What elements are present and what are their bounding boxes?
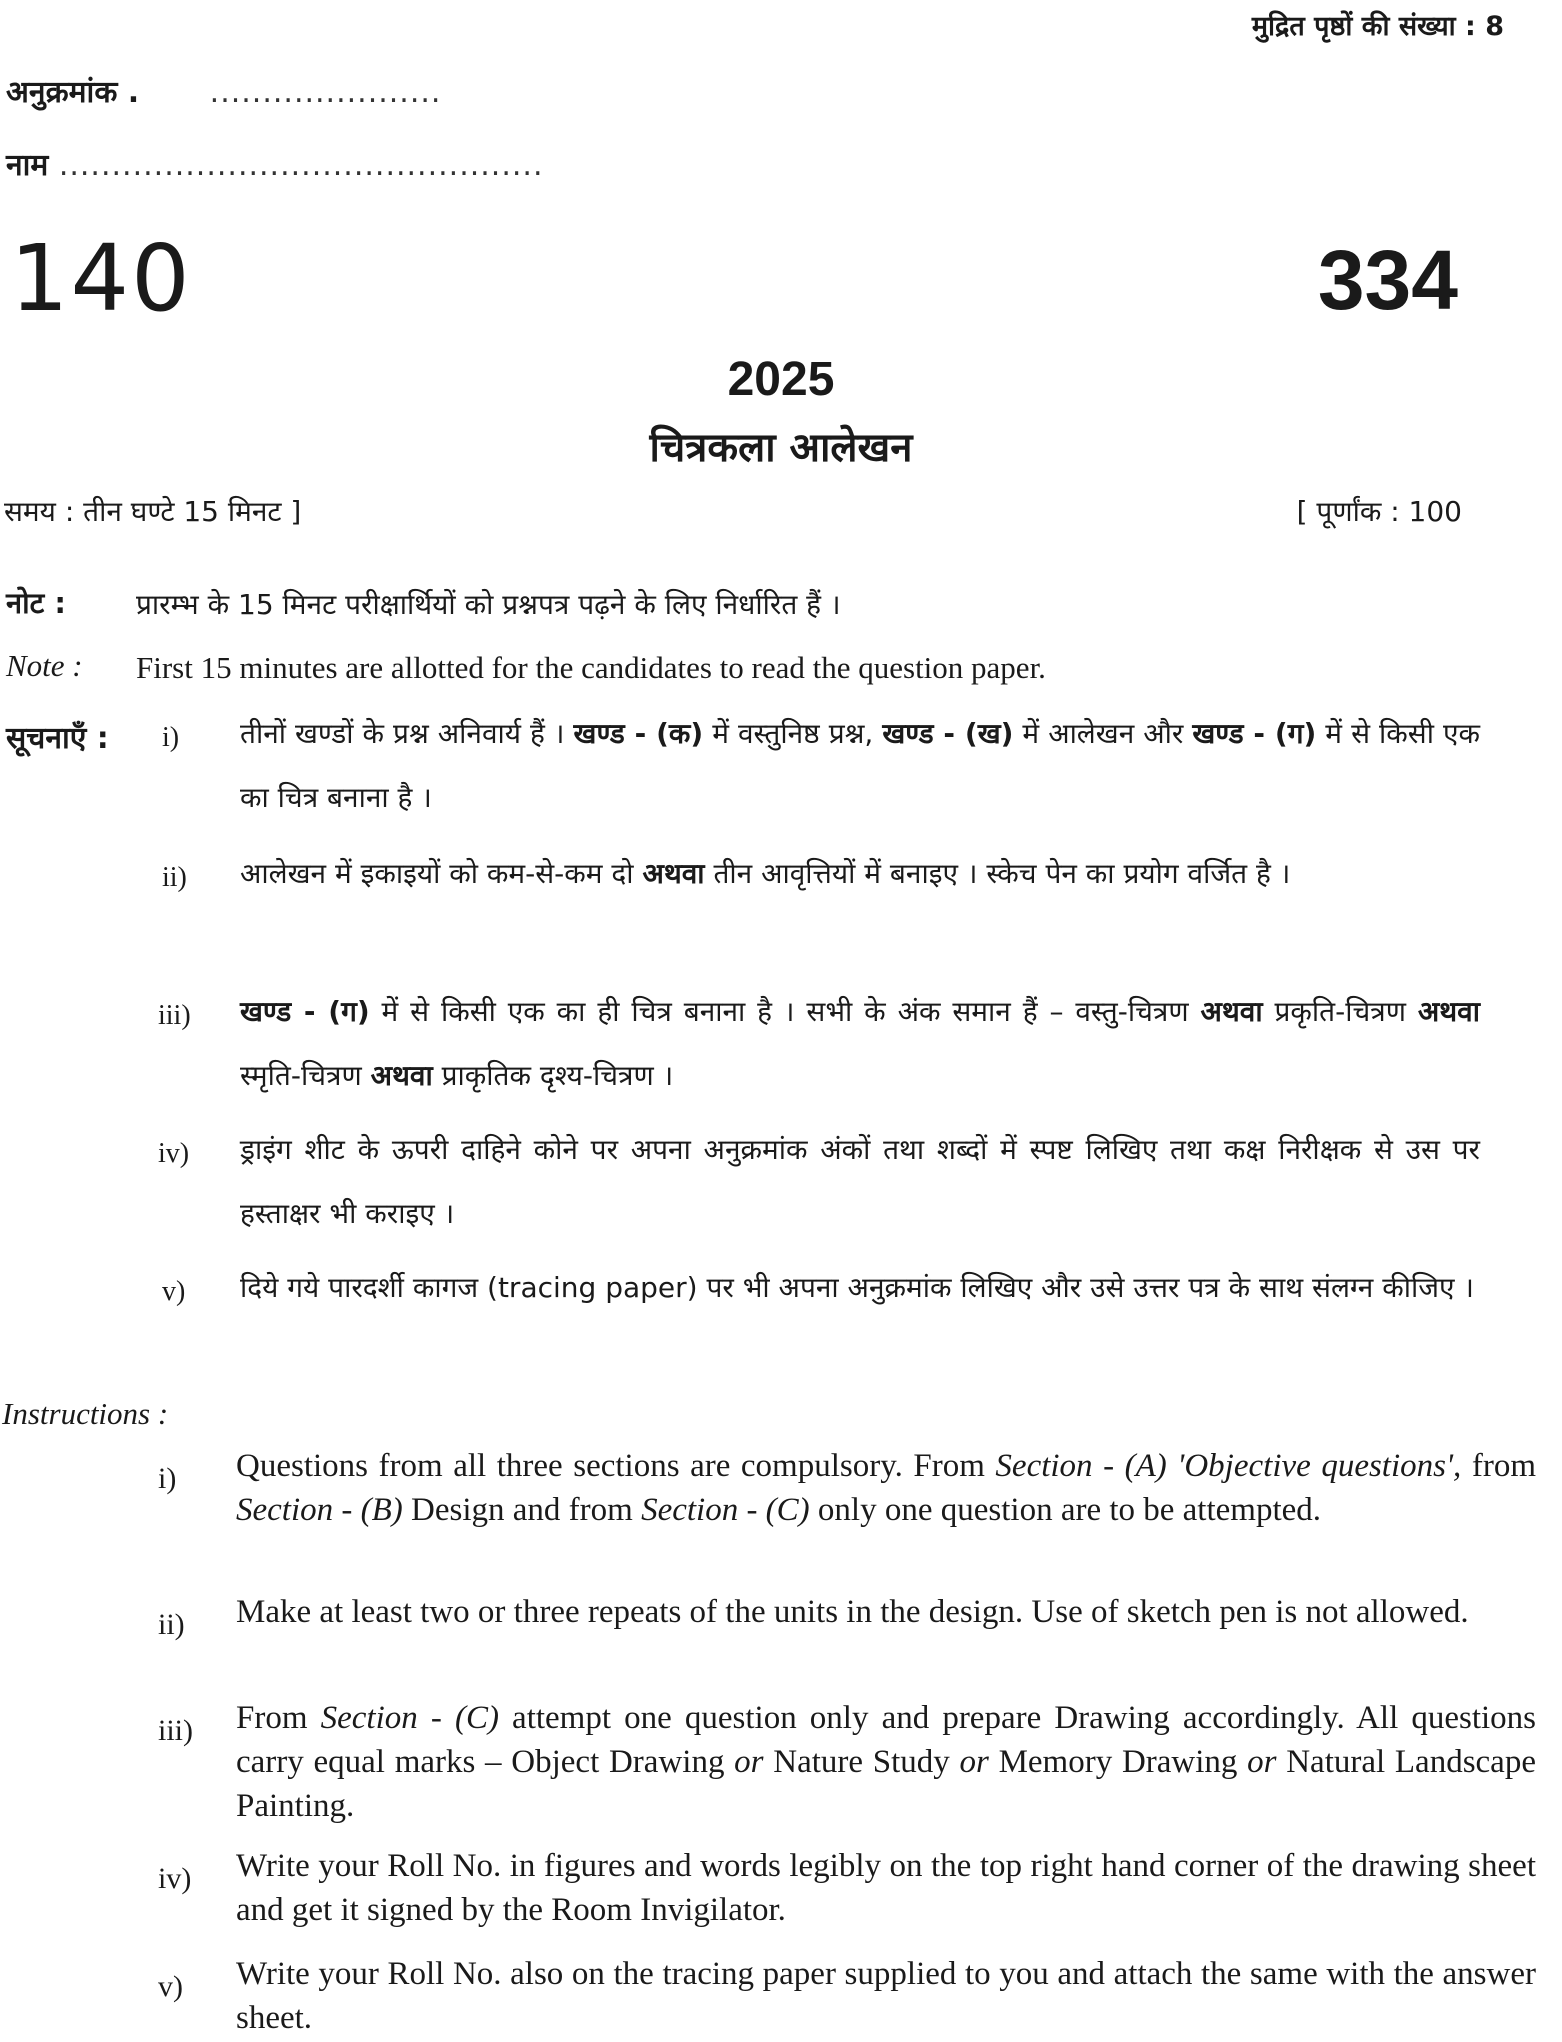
name-dots: .............................................. <box>58 148 544 183</box>
note-hindi-label: नोट : <box>6 586 66 620</box>
hi-item-1: तीनों खण्डों के प्रश्न अनिवार्य हैं । खण्ड - (क) में वस्तुनिष्ठ प्रश्न, खण्ड - (ख) में आलेखन और खण्ड - (ग) में से किसी एक का चित्र बनाना है । <box>240 717 1480 814</box>
en-item-number: i) <box>158 1462 177 1495</box>
en-item-number: ii) <box>158 1608 185 1641</box>
hi-item-number: ii) <box>162 862 187 893</box>
roll-number-label: अनुक्रमांक . <box>6 75 140 110</box>
hi-item-4: ड्राइंग शीट के ऊपरी दाहिने कोने पर अपना अनुक्रमांक अंकों तथा शब्दों में स्पष्ट लिखिए तथा कक्ष निरीक्षक से उस पर हस्ताक्षर भी कराइए । <box>240 1133 1480 1230</box>
instructions-hindi-label: सूचनाएँ : <box>6 721 109 756</box>
paper-code-right: 334 <box>1317 233 1458 327</box>
paper-code-left: 140 <box>10 225 192 332</box>
exam-year: 2025 <box>727 353 835 406</box>
name-label: नाम <box>6 148 49 183</box>
hi-item-number: i) <box>162 722 180 753</box>
hi-item-5: दिये गये पारदर्शी कागज (tracing paper) पर भी अपना अनुक्रमांक लिखिए और उसे उत्तर पत्र के साथ संलग्न कीजिए । <box>240 1271 1475 1304</box>
instructions-english-label: Instructions : <box>2 1396 169 1431</box>
maximum-marks: [ पूर्णांक : 100 <box>1296 495 1462 528</box>
en-item-5: Write your Roll No. also on the tracing paper supplied to you and attach the same with the answer sheet. <box>236 1956 1536 2036</box>
en-item-4: Write your Roll No. in figures and words legibly on the top right hand corner of the drawing sheet and get it signed by the Room Invigilator. <box>236 1848 1536 1928</box>
hi-item-number: v) <box>162 1276 186 1307</box>
en-item-number: v) <box>158 1970 183 2003</box>
hi-item-3: खण्ड - (ग) में से किसी एक का ही चित्र बनाना है । सभी के अंक समान हैं – वस्तु-चित्रण अथवा प्रकृति-चित्रण अथवा स्मृति-चित्रण अथवा प्राकृतिक दृश्य-चित्रण । <box>240 995 1480 1092</box>
en-item-number: iv) <box>158 1862 192 1895</box>
hi-item-number: iv) <box>158 1138 190 1169</box>
en-item-1: Questions from all three sections are compulsory. From Section - (A) 'Objective questions', from Section - (B) Design and from Section - (C) only one question are to be attempted. <box>236 1448 1536 1528</box>
en-item-number: iii) <box>158 1714 193 1747</box>
note-english-label: Note : <box>6 648 83 683</box>
hi-item-2: आलेखन में इकाइयों को कम-से-कम दो अथवा तीन आवृत्तियों में बनाइए । स्केच पेन का प्रयोग वर्जित है । <box>240 857 1291 890</box>
roll-number-field <box>6 70 441 111</box>
name-field <box>6 143 544 184</box>
time-allowed: समय : तीन घण्टे 15 मिनट ] <box>4 495 302 528</box>
note-english-text: First 15 minutes are allotted for the candidates to read the question paper. <box>136 650 1046 685</box>
printed-pages-count: मुद्रित पृष्ठों की संख्या : 8 <box>1251 11 1504 42</box>
subject-title: चित्रकला आलेखन <box>649 425 913 471</box>
en-item-3: From Section - (C) attempt one question only and prepare Drawing accordingly. All questions carry equal marks – Object Drawing or Nature Study or Memory Drawing or Natural Landscape Painting. <box>236 1700 1537 1824</box>
hi-item-number: iii) <box>158 1000 191 1031</box>
note-hindi-text: प्रारम्भ के 15 मिनट परीक्षार्थियों को प्रश्नपत्र पढ़ने के लिए निर्धारित हैं । <box>136 588 841 621</box>
roll-number-dots: ...................... <box>209 75 442 110</box>
en-item-2: Make at least two or three repeats of the units in the design. Use of sketch pen is not allowed. <box>236 1594 1469 1630</box>
